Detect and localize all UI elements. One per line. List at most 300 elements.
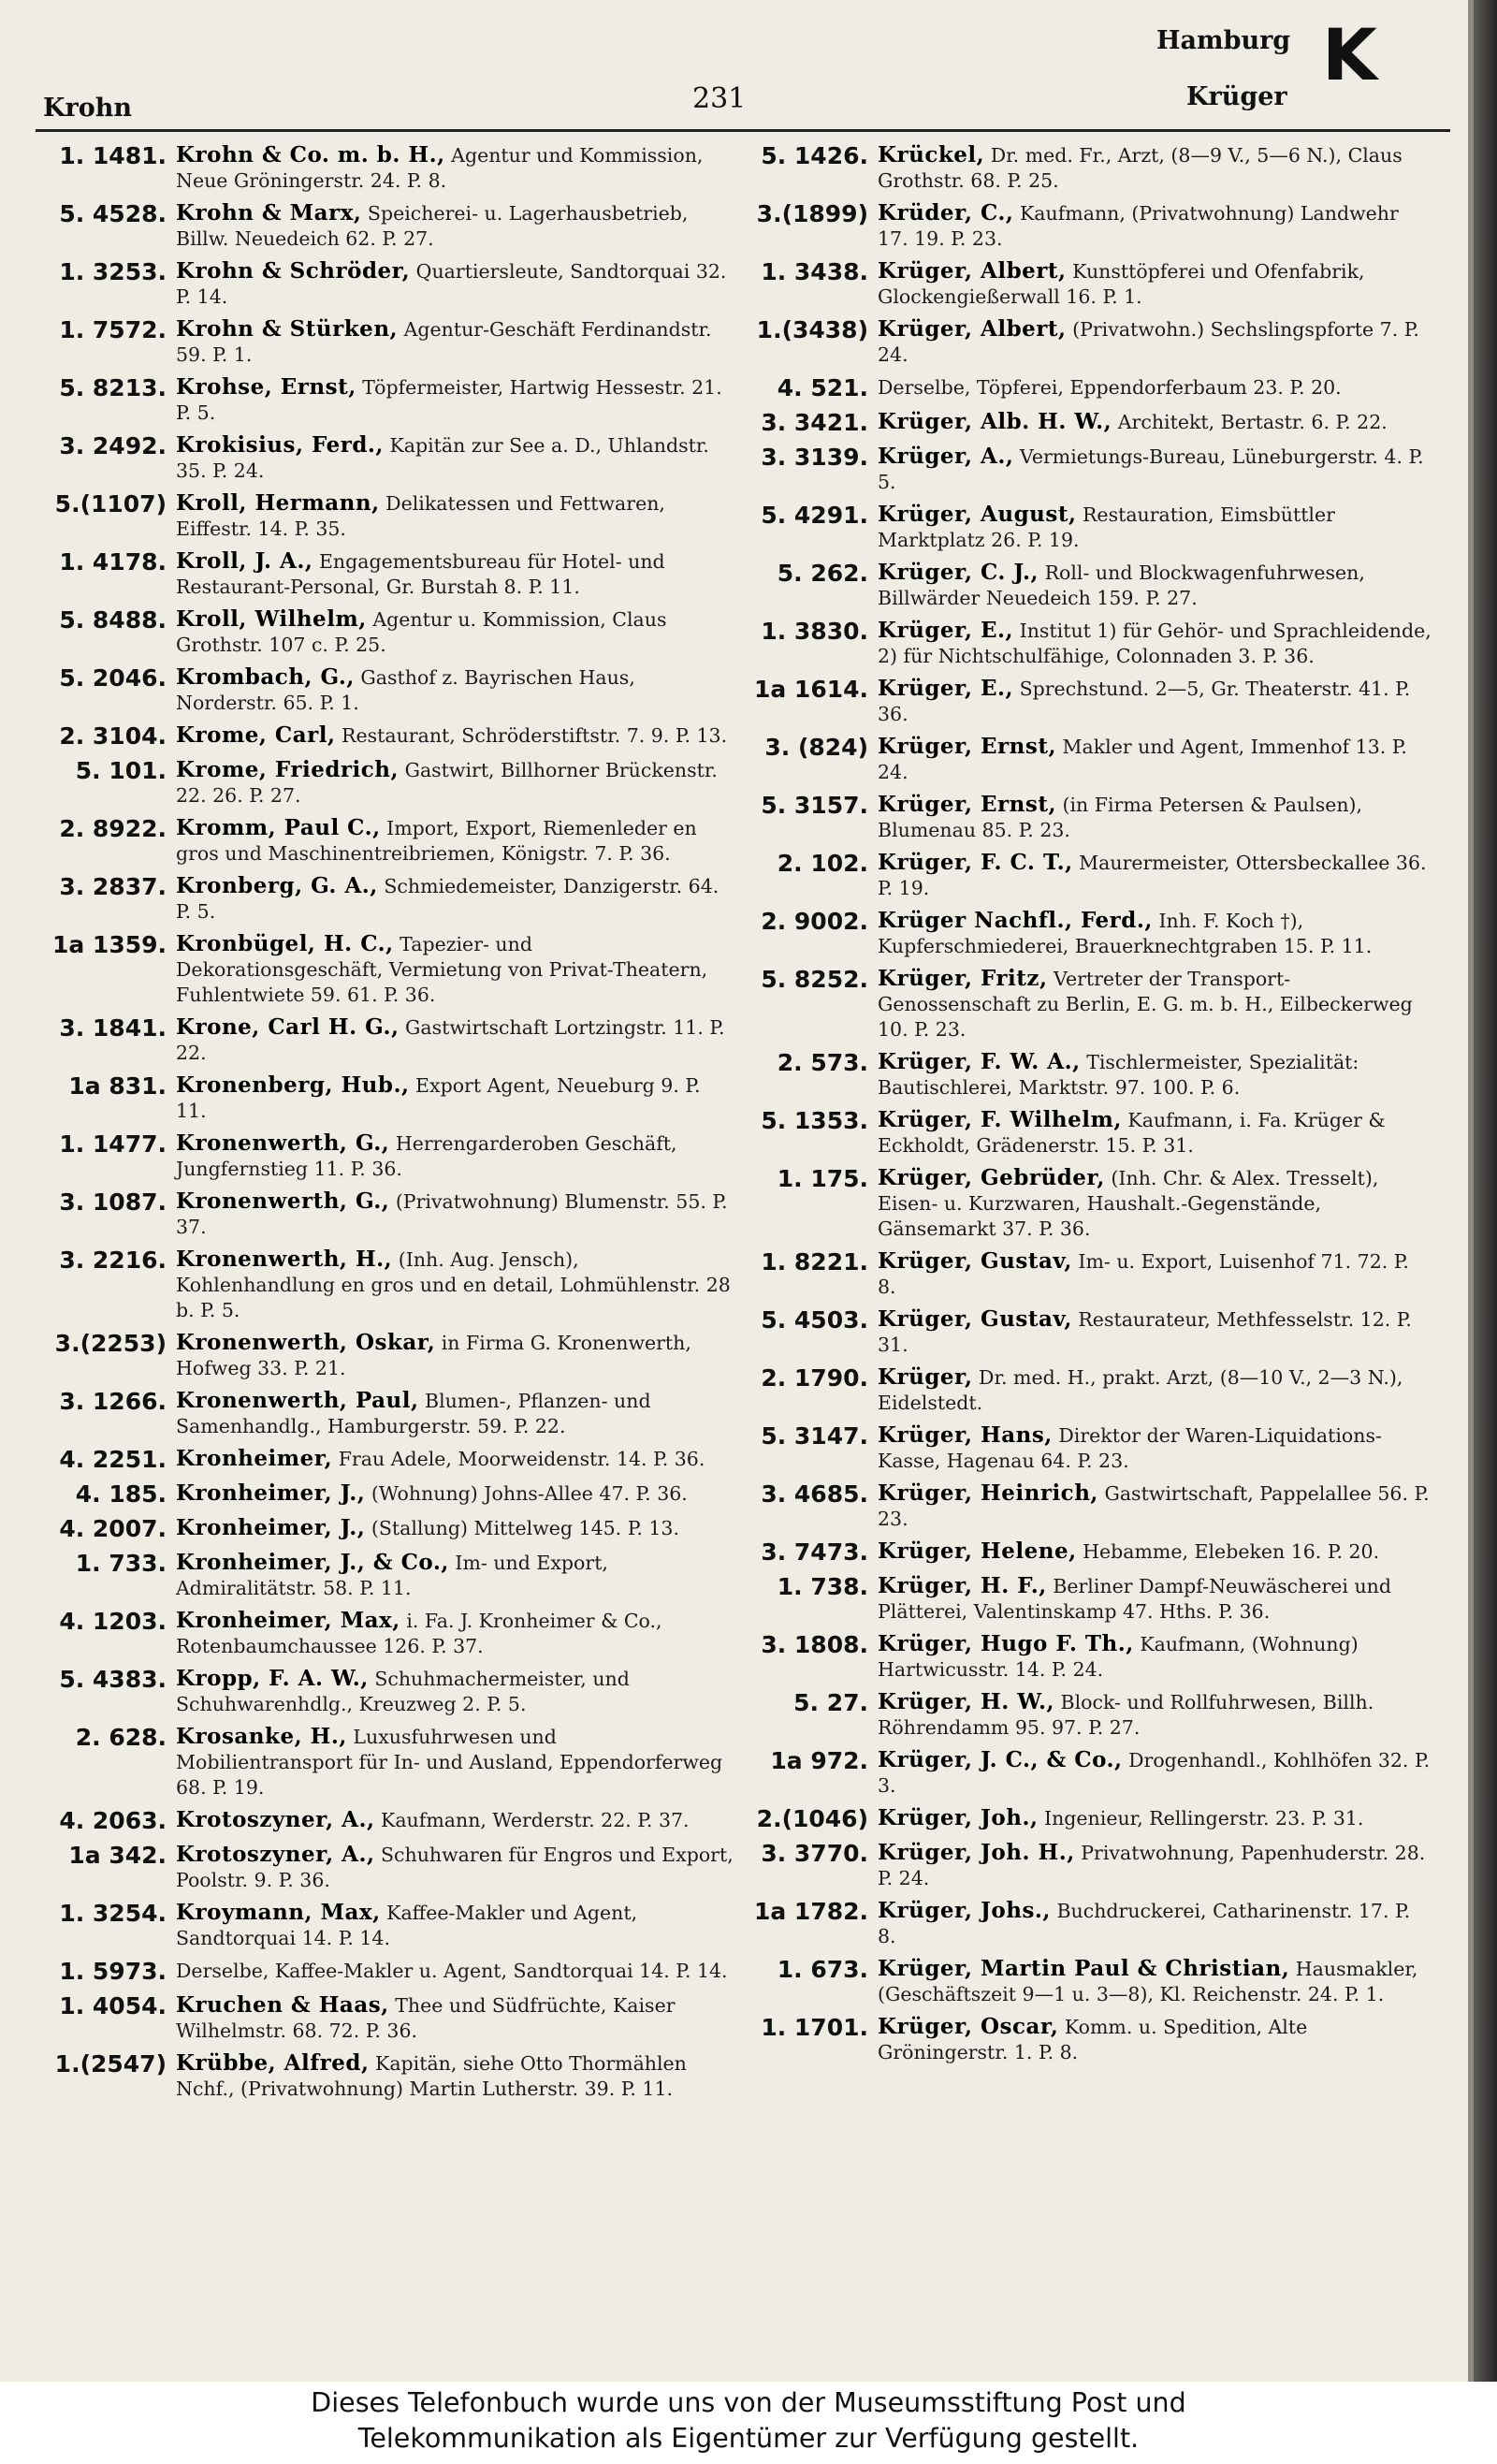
entry-details: (Stallung) Mittelweg 145. P. 13. xyxy=(371,1517,679,1539)
directory-entry xyxy=(739,850,1432,901)
entry-body xyxy=(878,1480,1432,1532)
entry-body xyxy=(878,258,1432,310)
phone-number: 5. 8213. xyxy=(59,374,167,401)
entry-details: Kaufmann, (Wohnung) Hartwicusstr. 14. P. 24. xyxy=(878,1633,1359,1681)
page-number: 231 xyxy=(692,82,747,115)
entry-details: Agentur-Geschäft Ferdinandstr. 59. P. 1. xyxy=(176,318,712,366)
entry-body xyxy=(176,1515,734,1543)
entry-body xyxy=(878,1956,1432,2007)
entry-body xyxy=(878,792,1432,843)
phone-number: 3. 2216. xyxy=(59,1247,167,1274)
directory-entry xyxy=(739,1631,1432,1683)
phone-number: 2. 3104. xyxy=(59,722,167,750)
phone-number: 1. 5973. xyxy=(59,1958,167,1985)
entry-details: Im- und Export, Admiralitätstr. 58. P. 11. xyxy=(176,1552,608,1599)
directory-entry xyxy=(37,2050,734,2102)
phone-number: 4. 2063. xyxy=(59,1807,167,1834)
subscriber-name: Kroll, J. A., xyxy=(176,548,313,574)
entry-body xyxy=(878,142,1432,194)
phone-number: 1. 1701. xyxy=(761,2014,868,2041)
phone-number: 3. 3139. xyxy=(761,444,868,471)
entry-body xyxy=(878,908,1432,959)
subscriber-name: Kronheimer, J., & Co., xyxy=(176,1550,449,1575)
phone-number: 5. 4383. xyxy=(59,1666,167,1693)
directory-entry xyxy=(37,1072,734,1124)
directory-entry xyxy=(739,1480,1432,1532)
entry-body xyxy=(878,444,1432,495)
directory-entry xyxy=(37,548,734,600)
entry-details: Töpfermeister, Hartwig Hessestr. 21. P. 5. xyxy=(176,376,722,424)
entry-details: Agentur u. Kommission, Claus Grothstr. 107 c. P. 25. xyxy=(176,608,667,656)
subscriber-name: Kroll, Hermann, xyxy=(176,490,380,516)
entry-body xyxy=(878,409,1432,437)
phone-number: 5. 3157. xyxy=(761,792,868,819)
phone-number: 1. 673. xyxy=(777,1956,868,1983)
entry-body xyxy=(176,1247,734,1323)
directory-entry xyxy=(37,1900,734,1951)
phone-number: 1. 4178. xyxy=(59,548,167,576)
entry-details: Architekt, Bertastr. 6. P. 22. xyxy=(1117,411,1388,433)
directory-entry xyxy=(37,1515,734,1543)
city-heading: Hamburg xyxy=(1156,26,1291,55)
entry-body xyxy=(878,734,1432,785)
entry-body xyxy=(878,1165,1432,1242)
directory-entry xyxy=(739,1689,1432,1741)
entry-body xyxy=(176,1958,734,1986)
subscriber-name: Krüger, Helene, xyxy=(878,1538,1077,1564)
entry-body xyxy=(878,966,1432,1042)
subscriber-name: Krohn & Marx, xyxy=(176,200,362,226)
subscriber-name: Krüger, Heinrich, xyxy=(878,1480,1098,1506)
directory-entry xyxy=(739,1248,1432,1300)
phone-number: 4. 2251. xyxy=(59,1446,167,1473)
entry-details: Tapezier- und Dekorationsgeschäft, Vermietung von Privat-Theatern, Fuhlentwiete 59. 61. P. 36. xyxy=(176,933,708,1006)
right-column xyxy=(739,142,1432,2072)
phone-number: 5. 4503. xyxy=(761,1306,868,1334)
subscriber-name: Kronheimer, xyxy=(176,1446,333,1471)
phone-number: 5. 4291. xyxy=(761,502,868,529)
directory-entry xyxy=(37,490,734,542)
entry-details: (in Firma Petersen & Paulsen), Blumenau 85. P. 23. xyxy=(878,794,1363,841)
entry-details: Gastwirt, Billhorner Brückenstr. 22. 26. P. 27. xyxy=(176,759,718,807)
directory-entry xyxy=(739,2014,1432,2065)
directory-entry xyxy=(739,1956,1432,2007)
phone-number: 1a 1359. xyxy=(51,931,167,958)
subscriber-name: Krome, Friedrich, xyxy=(176,757,400,782)
subscriber-name: Krone, Carl H. G., xyxy=(176,1014,400,1040)
entry-body xyxy=(878,1306,1432,1358)
directory-entry xyxy=(739,966,1432,1042)
phone-number: 3. 3421. xyxy=(761,409,868,436)
subscriber-name: Kronenwerth, Paul, xyxy=(176,1388,419,1413)
phone-number: 1.(3438) xyxy=(756,316,868,343)
entry-details: Dr. med. Fr., Arzt, (8—9 V., 5—6 N.), Claus Grothstr. 68. P. 25. xyxy=(878,144,1403,192)
subscriber-name: Krüger, F. C. T., xyxy=(878,850,1073,875)
entry-details: Kaufmann, i. Fa. Krüger & Eckholdt, Grädenerstr. 15. P. 31. xyxy=(878,1109,1386,1157)
directory-entry xyxy=(739,1306,1432,1358)
directory-entry xyxy=(739,1898,1432,1949)
directory-entry xyxy=(739,792,1432,843)
entry-details: Thee und Südfrüchte, Kaiser Wilhelmstr. 68. 72. P. 36. xyxy=(176,1994,676,2042)
directory-entry xyxy=(37,1666,734,1717)
phone-number: 1a 972. xyxy=(770,1747,868,1774)
phone-number: 5. 8488. xyxy=(59,606,167,634)
entry-body xyxy=(176,432,734,484)
entry-body xyxy=(176,1388,734,1439)
directory-entry xyxy=(37,815,734,867)
entry-details: Maurermeister, Ottersbeckallee 36. P. 19. xyxy=(878,852,1427,899)
entry-body xyxy=(176,1188,734,1240)
entry-body xyxy=(176,200,734,252)
subscriber-name: Krüger, Oscar, xyxy=(878,2014,1059,2039)
directory-entry xyxy=(739,1538,1432,1567)
subscriber-name: Kronenwerth, H., xyxy=(176,1247,393,1272)
phone-number: 5. 4528. xyxy=(59,200,167,227)
entry-body xyxy=(878,316,1432,368)
entry-details: i. Fa. J. Kronheimer & Co., Rotenbaumchaussee 126. P. 37. xyxy=(176,1610,662,1657)
directory-entry xyxy=(739,502,1432,553)
entry-body xyxy=(176,1807,734,1835)
directory-entry xyxy=(37,1480,734,1509)
directory-entry xyxy=(37,1842,734,1893)
subscriber-name: Kronbügel, H. C., xyxy=(176,931,394,956)
entry-body xyxy=(176,1608,734,1659)
entry-details: Ingenieur, Rellingerstr. 23. P. 31. xyxy=(1044,1807,1364,1830)
entry-details: Blumen-, Pflanzen- und Samenhandlg., Hamburgerstr. 59. P. 22. xyxy=(176,1390,651,1437)
subscriber-name: Krombach, G., xyxy=(176,664,355,690)
entry-body xyxy=(176,1446,734,1474)
phone-number: 4. 521. xyxy=(777,374,868,401)
section-letter: K xyxy=(1322,13,1377,96)
subscriber-name: Krüger, C. J., xyxy=(878,560,1039,585)
entry-body xyxy=(176,1072,734,1124)
entry-details: Kaufmann, (Privatwohnung) Landwehr 17. 19. P. 23. xyxy=(878,202,1399,250)
entry-details: Sprechstund. 2—5, Gr. Theaterstr. 41. P. 36. xyxy=(878,678,1411,725)
entry-details: Block- und Rollfuhrwesen, Billh. Röhrendamm 95. 97. P. 27. xyxy=(878,1691,1374,1739)
phone-number: 1. 7572. xyxy=(59,316,167,343)
subscriber-name: Krüger, Johs., xyxy=(878,1898,1051,1923)
directory-entry xyxy=(37,1992,734,2044)
entry-details: Kapitän, siehe Otto Thormählen Nchf., (Privatwohnung) Martin Lutherstr. 39. P. 11. xyxy=(176,2052,687,2100)
directory-entry xyxy=(37,606,734,658)
phone-number: 5. 27. xyxy=(793,1689,868,1716)
phone-number: 1a 1782. xyxy=(753,1898,868,1925)
entry-body xyxy=(176,548,734,600)
subscriber-name: Kronenberg, Hub., xyxy=(176,1072,410,1098)
phone-number: 1. 1477. xyxy=(59,1130,167,1158)
directory-entry xyxy=(37,664,734,716)
entry-details: Roll- und Blockwagenfuhrwesen, Billwärder Neuedeich 159. P. 27. xyxy=(878,561,1365,609)
directory-entry xyxy=(37,1247,734,1323)
phone-number: 4. 1203. xyxy=(59,1608,167,1635)
entry-details: Drogenhandl., Kohlhöfen 32. P. 3. xyxy=(878,1749,1431,1797)
entry-body xyxy=(176,1666,734,1717)
entry-details: Schmiedemeister, Danzigerstr. 64. P. 5. xyxy=(176,875,719,923)
entry-details: Vermietungs-Bureau, Lüneburgerstr. 4. P. 5. xyxy=(878,445,1424,493)
subscriber-name: Krüger, Joh., xyxy=(878,1805,1039,1830)
entry-body xyxy=(878,1840,1432,1891)
subscriber-name: Krohn & Schröder, xyxy=(176,258,411,284)
entry-body xyxy=(176,374,734,426)
subscriber-name: Krüger, Ernst, xyxy=(878,792,1056,817)
subscriber-name: Krüder, C., xyxy=(878,200,1014,226)
entry-details: Restauration, Eimsbüttler Marktplatz 26. P. 19. xyxy=(878,503,1335,551)
entry-details: Restaurant, Schröderstiftstr. 7. 9. P. 13. xyxy=(342,724,728,747)
entry-body xyxy=(176,2050,734,2102)
entry-details: Privatwohnung, Papenhuderstr. 28. P. 24. xyxy=(878,1842,1426,1889)
entry-details: Hebamme, Elebeken 16. P. 20. xyxy=(1083,1540,1380,1563)
subscriber-name: Krüger, Alb. H. W., xyxy=(878,409,1112,434)
phone-number: 3. 1087. xyxy=(59,1188,167,1216)
entry-details: Institut 1) für Gehör- und Sprachleidende, 2) für Nichtschulfähige, Colonnaden 3. P. 36. xyxy=(878,620,1432,667)
directory-entry xyxy=(37,374,734,426)
phone-number: 2. 1790. xyxy=(761,1364,868,1392)
entry-details: Kapitän zur See a. D., Uhlandstr. 35. P. 24. xyxy=(176,434,709,482)
phone-number: 5. 2046. xyxy=(59,664,167,692)
subscriber-name: Krüger Nachfl., Ferd., xyxy=(878,908,1153,933)
entry-body xyxy=(176,1724,734,1801)
entry-body xyxy=(176,606,734,658)
entry-body xyxy=(878,1248,1432,1300)
subscriber-name: Krohse, Ernst, xyxy=(176,374,356,400)
entry-body xyxy=(176,815,734,867)
directory-entry xyxy=(37,1807,734,1835)
entry-body xyxy=(176,664,734,716)
entry-details: Agentur und Kommission, Neue Gröningerstr. 24. P. 8. xyxy=(176,144,704,192)
subscriber-name: Krüger, Fritz, xyxy=(878,966,1048,991)
subscriber-name: Krotoszyner, A., xyxy=(176,1807,375,1832)
directory-entry xyxy=(37,722,734,751)
entry-details: Schuhmachermeister, und Schuhwarenhdlg., Kreuzweg 2. P. 5. xyxy=(176,1668,630,1715)
entry-details: Hausmakler, (Geschäftszeit 9—1 u. 3—8), Kl. Reichenstr. 24. P. 1. xyxy=(878,1958,1418,2005)
subscriber-name: Krüger, Albert, xyxy=(878,316,1067,342)
phone-number: 1. 3830. xyxy=(761,618,868,645)
subscriber-name: Krüger, H. F., xyxy=(878,1573,1047,1598)
directory-entry xyxy=(739,142,1432,194)
entry-body xyxy=(176,1992,734,2044)
phone-number: 2. 102. xyxy=(777,850,868,877)
subscriber-name: Krokisius, Ferd., xyxy=(176,432,384,458)
entry-body xyxy=(176,316,734,368)
directory-entry xyxy=(37,757,734,809)
entry-body xyxy=(878,1631,1432,1683)
entry-body xyxy=(176,142,734,194)
entry-details: Inh. F. Koch †), Kupferschmiederei, Brauerknechtgraben 15. P. 11. xyxy=(878,910,1373,957)
subscriber-name: Krüger, H. W., xyxy=(878,1689,1055,1714)
phone-number: 3. 1266. xyxy=(59,1388,167,1415)
entry-body xyxy=(176,1900,734,1951)
directory-entry xyxy=(739,1364,1432,1416)
subscriber-name: Kropp, F. A. W., xyxy=(176,1666,369,1691)
left-column xyxy=(37,142,734,2108)
book-edge xyxy=(1474,0,1497,2382)
directory-entry xyxy=(37,1550,734,1601)
entry-body xyxy=(878,1805,1432,1833)
subscriber-name: Kronberg, G. A., xyxy=(176,873,378,898)
entry-body xyxy=(878,502,1432,553)
entry-details: Tischlermeister, Spezialität: Bautischlerei, Marktstr. 97. 100. P. 6. xyxy=(878,1051,1359,1099)
entry-body xyxy=(878,1898,1432,1949)
phone-number: 1. 4054. xyxy=(59,1992,167,2019)
phone-number: 4. 2007. xyxy=(59,1515,167,1542)
entry-body xyxy=(878,618,1432,669)
subscriber-name: Krüger, E., xyxy=(878,676,1014,701)
entry-body xyxy=(878,1747,1432,1799)
directory-entry xyxy=(739,1422,1432,1474)
subscriber-name: Krüger, A., xyxy=(878,444,1014,469)
entry-details: Gasthof z. Bayrischen Haus, Norderstr. 65. P. 1. xyxy=(176,666,635,714)
footer-line-1: Dieses Telefonbuch wurde uns von der Museumsstiftung Post und xyxy=(311,2387,1186,2418)
entry-details: Im- u. Export, Luisenhof 71. 72. P. 8. xyxy=(878,1250,1409,1298)
phone-number: 3. 1808. xyxy=(761,1631,868,1658)
entry-body xyxy=(176,1480,734,1509)
entry-details: Engagementsbureau für Hotel- und Restaurant-Personal, Gr. Burstah 8. P. 11. xyxy=(176,550,665,598)
phone-number: 2. 628. xyxy=(75,1724,167,1751)
entry-body xyxy=(878,1538,1432,1567)
footer-credit xyxy=(0,2382,1497,2464)
subscriber-name: Krüger, F. Wilhelm, xyxy=(878,1107,1122,1132)
subscriber-name: Kromm, Paul C., xyxy=(176,815,381,840)
directory-entry xyxy=(739,676,1432,727)
entry-details: Derselbe, Töpferei, Eppendorferbaum 23. P. 20. xyxy=(878,376,1342,399)
directory-entry xyxy=(739,200,1432,252)
subscriber-name: Krosanke, H., xyxy=(176,1724,347,1749)
entry-body xyxy=(878,560,1432,611)
subscriber-name: Krüger, Albert, xyxy=(878,258,1067,284)
phone-number: 5. 1353. xyxy=(761,1107,868,1134)
directory-entry xyxy=(37,200,734,252)
entry-body xyxy=(878,850,1432,901)
phone-number: 1. 733. xyxy=(75,1550,167,1577)
subscriber-name: Krüger, Martin Paul & Christian, xyxy=(878,1956,1290,1981)
entry-body xyxy=(878,200,1432,252)
directory-entry xyxy=(37,1724,734,1801)
subscriber-name: Kronheimer, Max, xyxy=(176,1608,400,1633)
directory-entry xyxy=(739,734,1432,785)
subscriber-name: Kronheimer, J., xyxy=(176,1480,366,1506)
phone-number: 3.(1899) xyxy=(756,200,868,227)
entry-body xyxy=(176,1842,734,1893)
phone-number: 5. 262. xyxy=(777,560,868,587)
subscriber-name: Krüger, F. W. A., xyxy=(878,1049,1081,1074)
phone-number: 3.(2253) xyxy=(54,1330,167,1357)
subscriber-name: Kruchen & Haas, xyxy=(176,1992,389,2018)
entry-details: Export Agent, Neueburg 9. P. 11. xyxy=(176,1074,701,1122)
entry-details: Gastwirtschaft Lortzingstr. 11. P. 22. xyxy=(176,1016,725,1064)
entry-body xyxy=(878,1422,1432,1474)
directory-entry xyxy=(37,316,734,368)
entry-details: Herrengarderoben Geschäft, Jungfernstieg 11. P. 36. xyxy=(176,1132,677,1180)
directory-entry xyxy=(739,908,1432,959)
directory-entry xyxy=(739,1805,1432,1833)
directory-entry xyxy=(37,1188,734,1240)
entry-details: Import, Export, Riemenleder en gros und Maschinentreibriemen, Königstr. 7. P. 36. xyxy=(176,817,697,865)
subscriber-name: Kronenwerth, Oskar, xyxy=(176,1330,436,1355)
subscriber-name: Krüger, Gustav, xyxy=(878,1306,1072,1332)
subscriber-name: Krotoszyner, A., xyxy=(176,1842,375,1867)
phone-number: 3. (824) xyxy=(764,734,868,761)
entry-details: (Wohnung) Johns-Allee 47. P. 36. xyxy=(371,1482,688,1505)
subscriber-name: Krohn & Stürken, xyxy=(176,316,399,342)
entry-details: in Firma G. Kronenwerth, Hofweg 33. P. 21. xyxy=(176,1332,691,1379)
phone-number: 3. 3770. xyxy=(761,1840,868,1867)
directory-entry xyxy=(37,1014,734,1066)
directory-entry xyxy=(739,374,1432,402)
entry-details: Restaurateur, Methfesselstr. 12. P. 31. xyxy=(878,1308,1412,1356)
entry-details: Schuhwaren für Engros und Export, Poolstr. 9. P. 36. xyxy=(176,1844,734,1891)
entry-details: Kaufmann, Werderstr. 22. P. 37. xyxy=(381,1809,690,1831)
phone-number: 1. 8221. xyxy=(761,1248,868,1276)
entry-details: Vertreter der Transport-Genossenschaft zu Berlin, E. G. m. b. H., Eilbeckerweg 10. P. 23. xyxy=(878,968,1413,1041)
entry-details: Frau Adele, Moorweidenstr. 14. P. 36. xyxy=(338,1448,705,1470)
phone-number: 1. 738. xyxy=(777,1573,868,1600)
entry-details: (Inh. Chr. & Alex. Tresselt), Eisen- u. Kurzwaren, Haushalt.-Gegenstände, Gänsemarkt 37. P. 36. xyxy=(878,1167,1379,1240)
subscriber-name: Kronenwerth, G., xyxy=(176,1130,390,1156)
subscriber-name: Krohn & Co. m. b. H., xyxy=(176,142,445,168)
entry-body xyxy=(176,1550,734,1601)
subscriber-name: Krüger, Hans, xyxy=(878,1422,1053,1448)
subscriber-name: Krüger, August, xyxy=(878,502,1077,527)
directory-entry xyxy=(739,1165,1432,1242)
entry-details: Berliner Dampf-Neuwäscherei und Plätterei, Valentinskamp 47. Hths. P. 36. xyxy=(878,1575,1391,1623)
phone-number: 3. 2837. xyxy=(59,873,167,900)
entry-body xyxy=(176,931,734,1008)
entry-body xyxy=(176,757,734,809)
subscriber-name: Krüger, Gebrüder, xyxy=(878,1165,1105,1190)
directory-entry xyxy=(739,1747,1432,1799)
entry-body xyxy=(878,1573,1432,1625)
entry-details: Makler und Agent, Immenhof 13. P. 24. xyxy=(878,736,1407,783)
phone-number: 1. 3438. xyxy=(761,258,868,285)
phone-number: 4. 185. xyxy=(75,1480,167,1508)
entry-details: Gastwirtschaft, Pappelallee 56. P. 23. xyxy=(878,1482,1430,1530)
phone-number: 5. 8252. xyxy=(761,966,868,993)
entry-body xyxy=(176,722,734,751)
phone-number: 3. 7473. xyxy=(761,1538,868,1566)
subscriber-name: Krüger, Ernst, xyxy=(878,734,1056,759)
directory-entry xyxy=(739,444,1432,495)
entry-details: Direktor der Waren-Liquidations-Kasse, Hagenau 64. P. 23. xyxy=(878,1424,1382,1472)
phone-number: 2. 8922. xyxy=(59,815,167,842)
entry-body xyxy=(878,374,1432,402)
directory-entry xyxy=(739,258,1432,310)
subscriber-name: Krüger, xyxy=(878,1364,973,1390)
directory-entry xyxy=(739,618,1432,669)
phone-number: 3. 4685. xyxy=(761,1480,868,1508)
entry-details: Kunsttöpferei und Ofenfabrik, Glockengießerwall 16. P. 1. xyxy=(878,260,1365,308)
subscriber-name: Krüger, E., xyxy=(878,618,1014,643)
phone-number: 2.(1046) xyxy=(756,1805,868,1832)
directory-entry xyxy=(37,1130,734,1182)
subscriber-name: Kronenwerth, G., xyxy=(176,1188,390,1214)
directory-entry xyxy=(739,1840,1432,1891)
phone-number: 3. 2492. xyxy=(59,432,167,459)
phone-number: 1. 1481. xyxy=(59,142,167,169)
subscriber-name: Krüger, Gustav, xyxy=(878,1248,1072,1274)
directory-entry xyxy=(37,258,734,310)
entry-details: Quartiersleute, Sandtorquai 32. P. 14. xyxy=(176,260,727,308)
subscriber-name: Krückel, xyxy=(878,142,985,168)
subscriber-name: Krübbe, Alfred, xyxy=(176,2050,370,2076)
directory-entry xyxy=(37,1330,734,1381)
directory-entry xyxy=(739,409,1432,437)
directory-entry xyxy=(739,1107,1432,1159)
entry-details: Luxusfuhrwesen und Mobilientransport für In- und Ausland, Eppendorferweg 68. P. 19. xyxy=(176,1726,723,1799)
entry-body xyxy=(176,490,734,542)
entry-details: (Privatwohnung) Blumenstr. 55. P. 37. xyxy=(176,1190,728,1238)
entry-body xyxy=(176,1130,734,1182)
phone-number: 3. 1841. xyxy=(59,1014,167,1042)
